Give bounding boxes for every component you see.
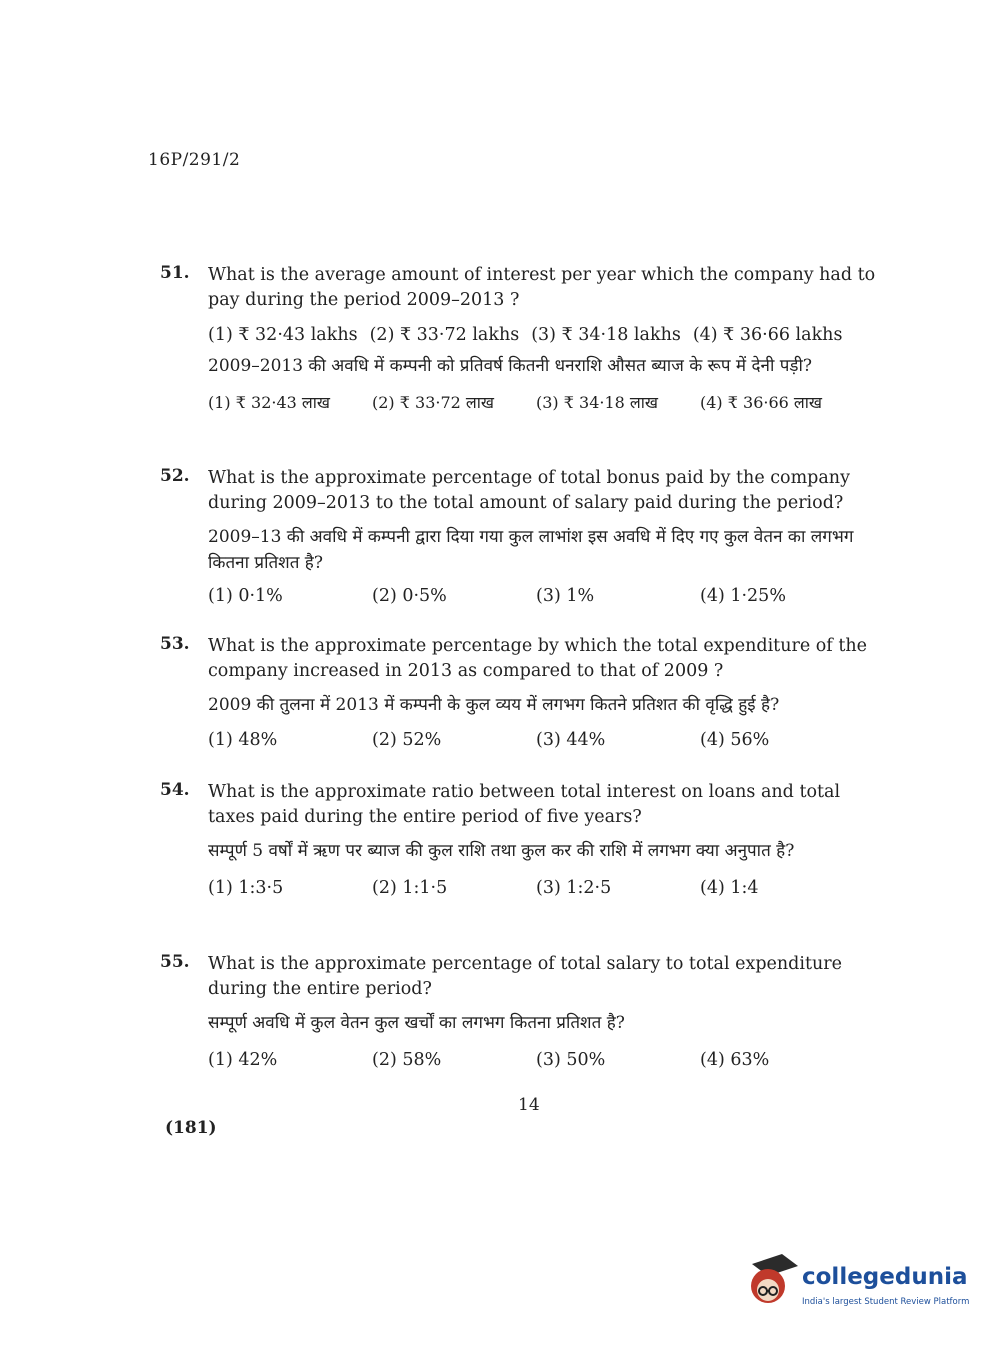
- brand-name: collegedunia: [802, 1264, 968, 1290]
- question-54: [160, 780, 885, 898]
- option-2: (2) ₹ 33·72 lakhs: [369, 325, 520, 345]
- question-text-en: What is the average amount of interest per year which the company had to pay during the period 2009–2013 ?: [208, 265, 876, 310]
- question-51: [160, 263, 885, 413]
- option-1: (1) 1:3·5: [208, 878, 284, 898]
- option-4: (4) ₹ 36·66 लाख: [700, 393, 822, 412]
- question-52: [160, 466, 885, 606]
- options: [208, 1050, 885, 1070]
- option-1: (1) 0·1%: [208, 586, 283, 606]
- options-en: [208, 325, 885, 345]
- question-text-en: What is the approximate percentage of total salary to total expenditure during the entire period?: [208, 954, 843, 999]
- question-text-en: What is the approximate percentage of total bonus paid by the company during 2009–2013 to the total amount of salary paid during the period?: [208, 468, 850, 513]
- option-3: (3) 1:2·5: [536, 878, 612, 898]
- question-text-hi: सम्पूर्ण अवधि में कुल वेतन कुल खर्चों का लगभग कितना प्रतिशत है?: [208, 1013, 625, 1033]
- option-2: (2) 52%: [372, 730, 442, 750]
- question-text-hi: 2009 की तुलना में 2013 में कम्पनी के कुल व्यय में लगभग कितने प्रतिशत की वृद्धि हुई है?: [208, 695, 780, 715]
- option-4: (4) ₹ 36·66 lakhs: [692, 325, 843, 345]
- question-number: 55.: [160, 952, 190, 972]
- reference-number: (181): [165, 1118, 217, 1138]
- question-text-hi: 2009–13 की अवधि में कम्पनी द्वारा दिया गया कुल लाभांश इस अवधि में दिए गए कुल वेतन का लगभग कितना प्रतिशत है?: [208, 527, 854, 573]
- option-2: (2) ₹ 33·72 लाख: [372, 393, 494, 412]
- option-3: (3) 50%: [536, 1050, 606, 1070]
- option-3: (3) 44%: [536, 730, 606, 750]
- collegedunia-watermark: [742, 1250, 970, 1310]
- brand-tagline: India's largest Student Review Platform: [802, 1297, 970, 1307]
- options: [208, 878, 885, 898]
- question-text-en: What is the approximate ratio between total interest on loans and total taxes paid during the entire period of five years?: [208, 782, 841, 827]
- question-55: [160, 952, 885, 1070]
- options: [208, 586, 885, 606]
- question-text-hi: 2009–2013 की अवधि में कम्पनी को प्रतिवर्ष कितनी धनराशि औसत ब्याज के रूप में देनी पड़ी?: [208, 356, 813, 376]
- option-4: (4) 1:4: [700, 878, 759, 898]
- option-4: (4) 56%: [700, 730, 770, 750]
- option-2: (2) 0·5%: [372, 586, 447, 606]
- option-1: (1) 42%: [208, 1050, 278, 1070]
- option-1: (1) ₹ 32·43 lakhs: [208, 325, 358, 345]
- question-text-hi: सम्पूर्ण 5 वर्षों में ऋण पर ब्याज की कुल राशि तथा कुल कर की राशि में लगभग क्या अनुपात है?: [208, 841, 795, 861]
- option-2: (2) 1:1·5: [372, 878, 448, 898]
- options-hi: [208, 391, 885, 413]
- option-3: (3) ₹ 34·18 lakhs: [531, 325, 681, 345]
- question-number: 53.: [160, 634, 190, 654]
- question-number: 52.: [160, 466, 190, 486]
- question-number: 54.: [160, 780, 190, 800]
- page-number: 14: [518, 1095, 540, 1115]
- options: [208, 730, 885, 750]
- question-number: 51.: [160, 263, 190, 283]
- question-53: [160, 634, 885, 750]
- paper-code: 16P/291/2: [148, 150, 241, 170]
- mascot-icon: [742, 1250, 800, 1312]
- option-1: (1) ₹ 32·43 लाख: [208, 393, 330, 412]
- option-3: (3) ₹ 34·18 लाख: [536, 393, 658, 412]
- option-4: (4) 1·25%: [700, 586, 786, 606]
- option-2: (2) 58%: [372, 1050, 442, 1070]
- question-text-en: What is the approximate percentage by which the total expenditure of the company increased in 2013 as compared to that of 2009 ?: [208, 636, 868, 681]
- option-4: (4) 63%: [700, 1050, 770, 1070]
- option-3: (3) 1%: [536, 586, 595, 606]
- option-1: (1) 48%: [208, 730, 278, 750]
